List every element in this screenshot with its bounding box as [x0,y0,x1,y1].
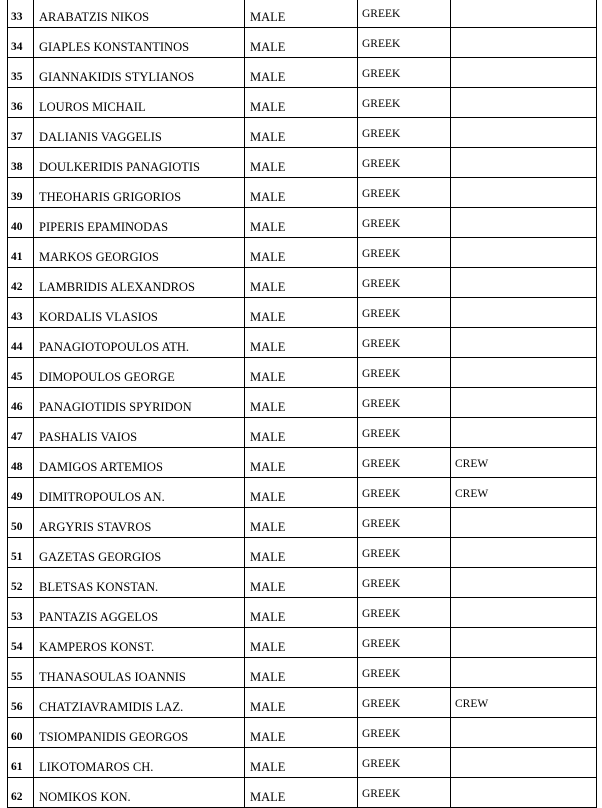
passenger-sex: MALE [250,160,286,174]
passenger-sex: MALE [250,790,286,804]
passenger-nationality: GREEK [362,308,401,320]
table-row [8,478,597,508]
row-number-cell [8,538,34,568]
passenger-nationality-cell [358,508,451,538]
passenger-role [455,178,596,187]
passenger-name: KORDALIS VLASIOS [39,310,158,324]
passenger-nationality-cell [358,148,451,178]
passenger-role-cell [451,178,597,208]
row-number: 61 [11,761,23,773]
table-row [8,418,597,448]
passenger-sex: MALE [250,610,286,624]
row-number-cell [8,208,34,238]
passenger-nationality-cell [358,778,451,808]
passenger-sex: MALE [250,310,286,324]
passenger-sex: MALE [250,220,286,234]
table-row [8,268,597,298]
passenger-nationality: GREEK [362,758,401,770]
passenger-nationality-cell [358,718,451,748]
passenger-nationality-cell [358,448,451,478]
row-number: 51 [11,551,23,563]
passenger-name: LOUROS MICHAIL [39,100,146,114]
passenger-role [455,538,596,547]
passenger-sex: MALE [250,100,286,114]
passenger-name: MARKOS GEORGIOS [39,250,159,264]
passenger-sex: MALE [250,340,286,354]
passenger-table [7,0,597,808]
row-number: 49 [11,491,23,503]
passenger-name: PANAGIOTIDIS SPYRIDON [39,400,192,414]
passenger-role [455,598,596,607]
passenger-name: DIMOPOULOS GEORGE [39,370,175,384]
row-number: 52 [11,581,23,593]
passenger-nationality-cell [358,88,451,118]
row-number-cell [8,328,34,358]
table-row [8,688,597,718]
passenger-name-cell [34,778,245,808]
passenger-name-cell [34,628,245,658]
passenger-role-cell [451,118,597,148]
passenger-role [455,778,596,787]
passenger-role [455,58,596,67]
passenger-sex-cell [245,28,358,58]
passenger-role: CREW [455,698,489,710]
passenger-nationality: GREEK [362,8,401,20]
passenger-nationality: GREEK [362,728,401,740]
passenger-nationality-cell [358,388,451,418]
table-row [8,598,597,628]
table-row [8,88,597,118]
passenger-role [455,28,596,37]
row-number-cell [8,178,34,208]
passenger-nationality: GREEK [362,398,401,410]
passenger-nationality-cell [358,478,451,508]
passenger-sex-cell [245,598,358,628]
passenger-sex-cell [245,208,358,238]
passenger-nationality: GREEK [362,68,401,80]
passenger-nationality-cell [358,418,451,448]
passenger-role [455,208,596,217]
passenger-sex: MALE [250,520,286,534]
passenger-name-cell [34,238,245,268]
passenger-name-cell [34,508,245,538]
passenger-role-cell [451,628,597,658]
passenger-name-cell [34,298,245,328]
row-number-cell [8,568,34,598]
row-number: 41 [11,251,23,263]
row-number: 39 [11,191,23,203]
row-number-cell [8,478,34,508]
passenger-sex-cell [245,358,358,388]
passenger-role-cell [451,688,597,718]
passenger-table-body [8,0,597,808]
row-number-cell [8,58,34,88]
passenger-sex: MALE [250,250,286,264]
passenger-sex-cell [245,478,358,508]
passenger-name-cell [34,748,245,778]
passenger-role [455,268,596,277]
passenger-role-cell [451,298,597,328]
passenger-sex-cell [245,148,358,178]
passenger-sex: MALE [250,550,286,564]
passenger-role-cell [451,658,597,688]
row-number-cell [8,358,34,388]
passenger-sex: MALE [250,370,286,384]
row-number: 60 [11,731,23,743]
passenger-nationality: GREEK [362,428,401,440]
row-number-cell [8,418,34,448]
passenger-name: DIMITROPOULOS AN. [39,490,165,504]
passenger-sex-cell [245,0,358,28]
row-number-cell [8,388,34,418]
passenger-role [455,118,596,127]
passenger-name-cell [34,88,245,118]
passenger-nationality: GREEK [362,248,401,260]
passenger-nationality: GREEK [362,668,401,680]
row-number: 50 [11,521,23,533]
row-number-cell [8,88,34,118]
passenger-role [455,238,596,247]
passenger-role-cell [451,448,597,478]
passenger-nationality-cell [358,28,451,58]
table-row [8,718,597,748]
passenger-name: PASHALIS VAIOS [39,430,138,444]
passenger-nationality: GREEK [362,518,401,530]
row-number-cell [8,658,34,688]
passenger-role [455,388,596,397]
row-number-cell [8,508,34,538]
passenger-role [455,358,596,367]
row-number-cell [8,268,34,298]
passenger-name-cell [34,478,245,508]
passenger-sex: MALE [250,430,286,444]
passenger-name-cell [34,268,245,298]
passenger-role [455,148,596,157]
row-number-cell [8,238,34,268]
passenger-nationality: GREEK [362,128,401,140]
passenger-name-cell [34,358,245,388]
passenger-nationality-cell [358,568,451,598]
passenger-role [455,298,596,307]
passenger-nationality: GREEK [362,38,401,50]
row-number-cell [8,598,34,628]
passenger-name: THANASOULAS IOANNIS [39,670,186,684]
passenger-role-cell [451,58,597,88]
row-number: 47 [11,431,23,443]
row-number-cell [8,0,34,28]
passenger-sex-cell [245,448,358,478]
passenger-name-cell [34,178,245,208]
passenger-nationality-cell [358,328,451,358]
table-row [8,148,597,178]
passenger-sex: MALE [250,730,286,744]
passenger-sex-cell [245,388,358,418]
passenger-role [455,658,596,667]
passenger-name: DAMIGOS ARTEMIOS [39,460,163,474]
passenger-role-cell [451,418,597,448]
row-number-cell [8,118,34,148]
passenger-name: KAMPEROS KONST. [39,640,155,654]
passenger-role-cell [451,328,597,358]
row-number: 56 [11,701,23,713]
passenger-name: ARGYRIS STAVROS [39,520,152,534]
passenger-nationality-cell [358,598,451,628]
row-number: 44 [11,341,23,353]
passenger-name: GIAPLES KONSTANTINOS [39,40,190,54]
passenger-name: GIANNAKIDIS STYLIANOS [39,70,195,84]
passenger-sex: MALE [250,10,286,24]
passenger-nationality: GREEK [362,548,401,560]
row-number: 62 [11,791,23,803]
passenger-name: DALIANIS VAGGELIS [39,130,162,144]
passenger-name: LIKOTOMAROS CH. [39,760,154,774]
passenger-sex: MALE [250,580,286,594]
table-row [8,238,597,268]
passenger-nationality: GREEK [362,788,401,800]
passenger-nationality-cell [358,748,451,778]
passenger-nationality-cell [358,688,451,718]
row-number: 53 [11,611,23,623]
passenger-name-cell [34,598,245,628]
passenger-sex: MALE [250,640,286,654]
passenger-sex-cell [245,658,358,688]
passenger-nationality-cell [358,628,451,658]
passenger-sex-cell [245,418,358,448]
table-row [8,538,597,568]
row-number-cell [8,778,34,808]
passenger-sex-cell [245,238,358,268]
row-number: 40 [11,221,23,233]
passenger-role: CREW [455,458,489,470]
passenger-nationality-cell [358,178,451,208]
row-number: 55 [11,671,23,683]
passenger-nationality: GREEK [362,368,401,380]
passenger-role [455,508,596,517]
passenger-nationality: GREEK [362,338,401,350]
passenger-role-cell [451,358,597,388]
passenger-role [455,418,596,427]
passenger-nationality: GREEK [362,638,401,650]
passenger-role [455,748,596,757]
passenger-role-cell [451,28,597,58]
passenger-sex: MALE [250,460,286,474]
passenger-nationality: GREEK [362,488,401,500]
passenger-name-cell [34,448,245,478]
passenger-sex-cell [245,688,358,718]
row-number-cell [8,718,34,748]
passenger-name: PANTAZIS AGGELOS [39,610,159,624]
passenger-role-cell [451,508,597,538]
passenger-role-cell [451,388,597,418]
passenger-sex-cell [245,718,358,748]
passenger-nationality-cell [358,268,451,298]
passenger-role-cell [451,0,597,28]
passenger-sex: MALE [250,490,286,504]
row-number: 38 [11,161,23,173]
passenger-nationality: GREEK [362,188,401,200]
table-row [8,118,597,148]
table-row [8,28,597,58]
passenger-nationality-cell [358,658,451,688]
passenger-nationality-cell [358,238,451,268]
table-row [8,508,597,538]
passenger-name: CHATZIAVRAMIDIS LAZ. [39,700,184,714]
passenger-nationality-cell [358,298,451,328]
table-row [8,358,597,388]
passenger-sex-cell [245,118,358,148]
passenger-name-cell [34,388,245,418]
passenger-nationality: GREEK [362,458,401,470]
row-number: 54 [11,641,23,653]
row-number: 36 [11,101,23,113]
passenger-nationality-cell [358,58,451,88]
passenger-name: TSIOMPANIDIS GEORGOS [39,730,189,744]
row-number: 35 [11,71,23,83]
passenger-role-cell [451,88,597,118]
passenger-nationality: GREEK [362,98,401,110]
passenger-name-cell [34,418,245,448]
row-number-cell [8,28,34,58]
passenger-role [455,718,596,727]
passenger-sex-cell [245,628,358,658]
passenger-sex: MALE [250,130,286,144]
passenger-name: ARABATZIS NIKOS [39,10,150,24]
table-row [8,568,597,598]
row-number-cell [8,748,34,778]
passenger-role [455,568,596,577]
row-number: 43 [11,311,23,323]
passenger-nationality: GREEK [362,278,401,290]
row-number-cell [8,628,34,658]
passenger-sex: MALE [250,70,286,84]
passenger-name-cell [34,148,245,178]
passenger-sex-cell [245,58,358,88]
passenger-name-cell [34,688,245,718]
table-row [8,208,597,238]
passenger-nationality: GREEK [362,698,401,710]
table-row [8,748,597,778]
passenger-role-cell [451,148,597,178]
passenger-role-cell [451,238,597,268]
row-number-cell [8,298,34,328]
row-number: 42 [11,281,23,293]
passenger-name: PANAGIOTOPOULOS ATH. [39,340,190,354]
passenger-role-cell [451,748,597,778]
passenger-sex: MALE [250,400,286,414]
passenger-role-cell [451,268,597,298]
passenger-sex-cell [245,328,358,358]
passenger-name-cell [34,538,245,568]
table-row [8,448,597,478]
table-row [8,58,597,88]
passenger-name-cell [34,658,245,688]
passenger-role: CREW [455,488,489,500]
table-row [8,778,597,808]
row-number: 33 [11,11,23,23]
passenger-role-cell [451,478,597,508]
passenger-nationality-cell [358,538,451,568]
passenger-name-cell [34,28,245,58]
table-row [8,388,597,418]
row-number: 37 [11,131,23,143]
table-row [8,178,597,208]
passenger-name-cell [34,58,245,88]
row-number-cell [8,448,34,478]
passenger-role [455,0,596,7]
passenger-sex-cell [245,178,358,208]
passenger-role [455,328,596,337]
passenger-sex: MALE [250,700,286,714]
passenger-sex-cell [245,568,358,598]
passenger-name-cell [34,328,245,358]
table-row [8,298,597,328]
passenger-nationality: GREEK [362,158,401,170]
row-number: 46 [11,401,23,413]
passenger-name: LAMBRIDIS ALEXANDROS [39,280,195,294]
passenger-nationality: GREEK [362,608,401,620]
row-number: 45 [11,371,23,383]
passenger-role-cell [451,718,597,748]
row-number: 48 [11,461,23,473]
passenger-sex: MALE [250,280,286,294]
passenger-role-cell [451,538,597,568]
passenger-role-cell [451,208,597,238]
passenger-nationality: GREEK [362,578,401,590]
passenger-name: DOULKERIDIS PANAGIOTIS [39,160,200,174]
passenger-name: PIPERIS EPAMINODAS [39,220,169,234]
passenger-name-cell [34,568,245,598]
passenger-nationality-cell [358,208,451,238]
table-row [8,658,597,688]
passenger-nationality-cell [358,0,451,28]
passenger-sex-cell [245,298,358,328]
passenger-name: NOMIKOS KON. [39,790,131,804]
passenger-role-cell [451,598,597,628]
passenger-sex-cell [245,88,358,118]
table-row [8,628,597,658]
passenger-name: GAZETAS GEORGIOS [39,550,162,564]
row-number-cell [8,148,34,178]
passenger-nationality-cell [358,118,451,148]
passenger-sex-cell [245,508,358,538]
table-row [8,328,597,358]
passenger-sex-cell [245,268,358,298]
passenger-sex-cell [245,778,358,808]
table-row [8,0,597,28]
row-number-cell [8,688,34,718]
row-number: 34 [11,41,23,53]
passenger-name: THEOHARIS GRIGORIOS [39,190,182,204]
passenger-role-cell [451,778,597,808]
passenger-role [455,628,596,637]
passenger-sex-cell [245,538,358,568]
passenger-nationality-cell [358,358,451,388]
passenger-sex-cell [245,748,358,778]
passenger-sex: MALE [250,40,286,54]
passenger-name: BLETSAS KONSTAN. [39,580,159,594]
passenger-sex: MALE [250,760,286,774]
passenger-sex: MALE [250,190,286,204]
passenger-name-cell [34,718,245,748]
passenger-name-cell [34,208,245,238]
passenger-role [455,88,596,97]
passenger-name-cell [34,0,245,28]
passenger-name-cell [34,118,245,148]
passenger-nationality: GREEK [362,218,401,230]
passenger-sex: MALE [250,670,286,684]
passenger-role-cell [451,568,597,598]
